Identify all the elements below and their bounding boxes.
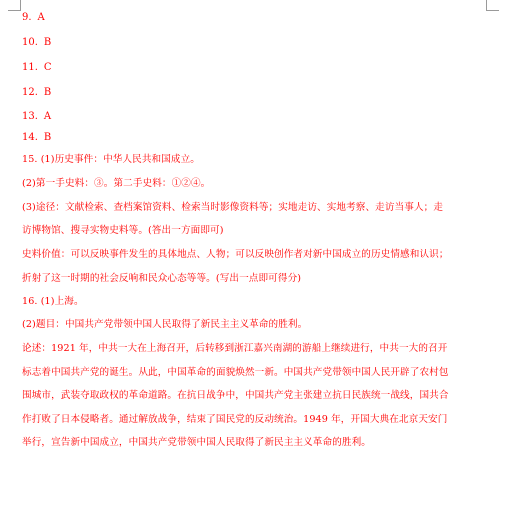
q16-essay-line2: 标志着中国共产党的诞生。从此，中国革命的面貌焕然一新。中国共产党带领中国人民开辟了农村包: [22, 367, 449, 378]
q15-part1: 15. (1)历史事件：中华人民共和国成立。: [22, 154, 201, 165]
answer-item: 13. A: [22, 111, 52, 122]
answer-item: 14. B: [22, 132, 52, 143]
q15-part2: (2)第一手史料：③。第二手史料：①②④。: [22, 178, 211, 189]
page-corner-mark-right: [486, 0, 499, 11]
answer-item: 10. B: [22, 37, 52, 48]
q16-part2: (2)题目：中国共产党带领中国人民取得了新民主主义革命的胜利。: [22, 319, 308, 330]
q16-essay-line5: 举行，宣告新中国成立，中国共产党带领中国人民取得了新民主主义革命的胜利。: [22, 437, 371, 448]
answer-item: 11. C: [22, 62, 52, 73]
q16-essay-line4: 作打败了日本侵略者。通过解放战争，结束了国民党的反动统治。1949 年，开国大典在北京天安门: [22, 414, 448, 425]
q15-value-line2: 折射了这一时期的社会反响和民众心态等等。(写出一点即可得分): [22, 273, 302, 284]
q15-value-line1: 史料价值：可以反映事件发生的具体地点、人物；可以反映创作者对新中国成立的历史情感和认识；: [22, 249, 449, 260]
q15-part3-line1: (3)途径：文献检索、查档案馆资料、检索当时影像资料等；实地走访、实地考察、走访当事人；走: [22, 202, 444, 213]
q16-essay-line1: 论述：1921 年，中共一大在上海召开，后转移到浙江嘉兴南湖的游船上继续进行，中共一大的召开: [22, 343, 448, 354]
q15-part3-line2: 访博物馆、搜寻实物史料等。(答出一方面即可): [22, 225, 224, 236]
page-corner-mark-left: [8, 0, 21, 11]
q16-part1: 16. (1)上海。: [22, 296, 84, 307]
answer-item: 9. A: [22, 12, 45, 23]
answer-item: 12. B: [22, 87, 52, 98]
q16-essay-line3: 围城市，武装夺取政权的革命道路。在抗日战争中，中国共产党主张建立抗日民族统一战线，国共合: [22, 390, 449, 401]
